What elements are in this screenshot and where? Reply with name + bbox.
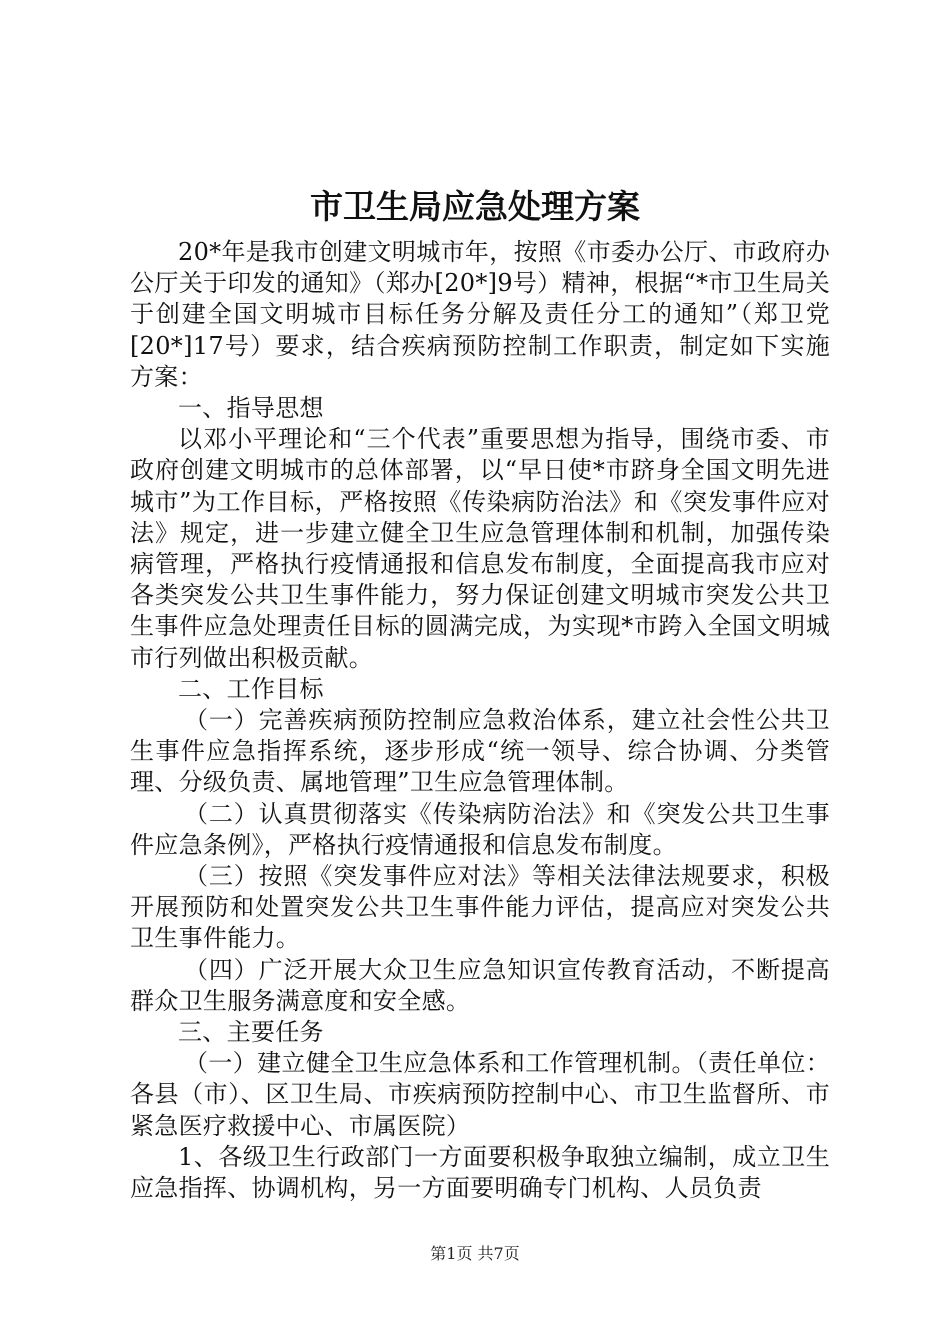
main-task-1-item-1-paragraph: 1、各级卫生行政部门一方面要积极争取独立编制，成立卫生应急指挥、协调机构，另一方面要明确专门机构、人员负责 (130, 1142, 830, 1203)
document-title: 市卫生局应急处理方案 (310, 187, 640, 226)
section-heading-main-tasks: 三、主要任务 (178, 1018, 324, 1047)
section-heading-work-goals: 二、工作目标 (178, 674, 324, 703)
guiding-ideology-paragraph: 以邓小平理论和“三个代表”重要思想为指导，围绕市委、市政府创建文明城市的总体部署，以“早日使*市跻身全国文明先进城市”为工作目标，严格按照《传染病防治法》和《突发事件应对法》规定，进一步建立健全卫生应急管理体制和机制，加强传染病管理，严格执行疫情通报和信息发布制度，全面提高我市应对各类突发公共卫生事件能力，努力保证创建文明城市突发公共卫生事件应急处理责任目标的圆满完成，为实现*市跨入全国文明城市行列做出积极贡献。 (130, 425, 830, 672)
work-goal-2-paragraph: （二）认真贯彻落实《传染病防治法》和《突发公共卫生事件应急条例》，严格执行疫情通报和信息发布制度。 (130, 799, 830, 859)
page-footer (0, 1244, 950, 1264)
page-indicator: 第1页 共7页 (430, 1244, 520, 1263)
intro-paragraph: 20*年是我市创建文明城市年，按照《市委办公厅、市政府办公厅关于印发的通知》（郑办[20*]9号）精神，根据“*市卫生局关于创建全国文明城市目标任务分解及责任分工的通知”（郑卫党[20*]17号）要求，结合疾病预防控制工作职责，制定如下实施方案： (130, 238, 830, 391)
document-body (130, 237, 830, 1204)
work-goal-4-paragraph: （四）广泛开展大众卫生应急知识宣传教育活动，不断提高群众卫生服务满意度和安全感。 (130, 955, 830, 1015)
work-goal-3-paragraph: （三）按照《突发事件应对法》等相关法律法规要求，积极开展预防和处置突发公共卫生事件能力评估，提高应对突发公共卫生事件能力。 (130, 862, 830, 953)
main-task-1-paragraph: （一）建立健全卫生应急体系和工作管理机制。（责任单位：各县（市）、区卫生局、市疾病预防控制中心、市卫生监督所、市紧急医疗救援中心、市属医院） (130, 1049, 830, 1140)
section-heading-guiding-ideology: 一、指导思想 (178, 394, 324, 423)
work-goal-1-paragraph: （一）完善疾病预防控制应急救治体系，建立社会性公共卫生事件应急指挥系统，逐步形成“统一领导、综合协调、分类管理、分级负责、属地管理”卫生应急管理体制。 (130, 706, 830, 797)
